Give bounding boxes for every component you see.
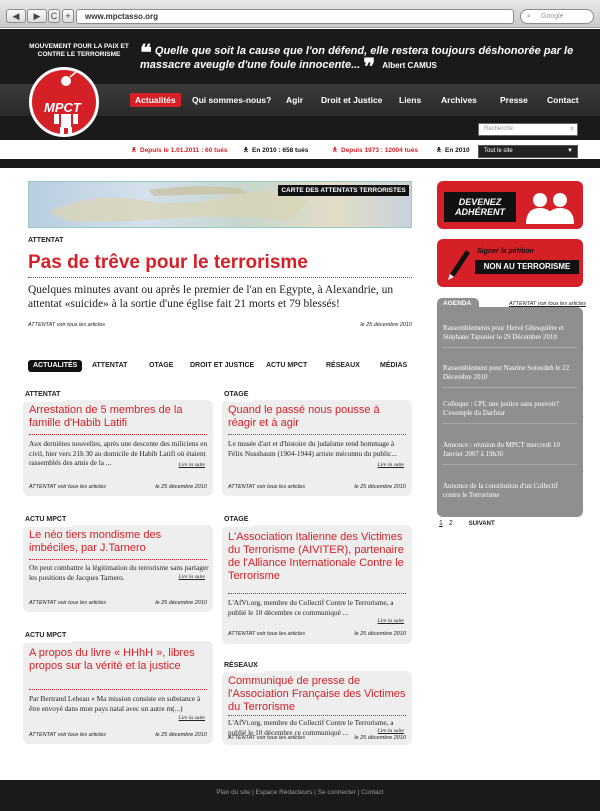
stat-2010: En 2010 : 658 tués bbox=[252, 147, 309, 154]
see-all-link[interactable]: ATTENTAT voir tous les articles bbox=[228, 735, 306, 741]
see-all-link[interactable]: ATTENTAT voir tous les articles bbox=[29, 600, 107, 606]
read-more-link[interactable]: Lire la suite bbox=[178, 462, 205, 468]
agenda-pagination bbox=[439, 520, 495, 527]
divider bbox=[228, 593, 406, 594]
card-category[interactable]: ACTU MPCT bbox=[20, 513, 72, 527]
article-card[interactable] bbox=[222, 391, 412, 496]
nav-item-archives[interactable]: Archives bbox=[441, 95, 477, 105]
site-search-input[interactable]: Recherche ⌕ bbox=[478, 123, 578, 136]
divider bbox=[228, 715, 406, 716]
card-title[interactable]: Le néo tiers mondisme des imbéciles, par J.Tarnero bbox=[29, 529, 162, 554]
card-title[interactable]: Communiqué de presse de l'Association Française des Victimes du Terrorisme bbox=[228, 675, 406, 713]
nav-item-actualites[interactable]: Actualités bbox=[130, 93, 181, 107]
agenda-item[interactable]: Colloque : CPI, une justice sans pouvoir? L'exemple du Darfour bbox=[443, 400, 577, 424]
become-member-label: DEVENEZ ADHÉRENT bbox=[444, 192, 516, 222]
article-card[interactable] bbox=[23, 632, 213, 744]
card-category[interactable]: OTAGE bbox=[219, 513, 254, 527]
tab-actualites[interactable]: ACTUALITÉS bbox=[28, 360, 82, 372]
read-more-link[interactable]: Lire la suite bbox=[377, 462, 404, 468]
new-tab-button[interactable]: + bbox=[62, 9, 74, 23]
map-title: CARTE DES ATTENTATS TERRORISTES bbox=[278, 185, 409, 196]
tab-attentat[interactable]: ATTENTAT bbox=[92, 362, 128, 369]
back-button[interactable]: ◀ bbox=[6, 9, 26, 23]
agenda-item[interactable]: Annonce de la constitution d'un Collectif contre le Terrorisme bbox=[443, 482, 558, 499]
search-icon[interactable]: ⌕ bbox=[570, 126, 574, 132]
read-more-link[interactable]: Lire la suite bbox=[178, 715, 205, 721]
tab-reseaux[interactable]: RÉSEAUX bbox=[326, 362, 360, 369]
stat-2010-icon: 🯅 bbox=[243, 147, 249, 154]
petition-label: Signer la pétition bbox=[477, 248, 534, 255]
card-body: Le musée d'art et d'histoire du judaïsme rend hommage à Félix Nussbaum (1904-1944) artiste méconnu du public... bbox=[228, 439, 397, 458]
quote-author: Albert CAMUS bbox=[382, 61, 437, 70]
stat-2010b-icon: 🯅 bbox=[436, 147, 442, 154]
card-meta bbox=[228, 735, 406, 741]
card-title[interactable]: Quand le passé nous pousse à réagir et à agir bbox=[228, 404, 380, 429]
tab-otage[interactable]: OTAGE bbox=[149, 362, 174, 369]
search-icon: ⌕ bbox=[527, 13, 531, 20]
article-card[interactable] bbox=[23, 391, 213, 496]
forward-button[interactable]: ▶ bbox=[27, 9, 47, 23]
card-category[interactable]: ATTENTAT bbox=[20, 388, 66, 402]
quote-text: Quelle que soit la cause que l'on défend, elle restera toujours déshonorée par le massacre aveugle d'une foule innocente... bbox=[140, 45, 574, 71]
article-date: le 25 décembre 2010 bbox=[360, 322, 412, 328]
card-meta bbox=[228, 631, 406, 637]
see-all-link[interactable]: ATTENTAT voir tous les articles bbox=[29, 732, 107, 738]
card-date: le 25 décembre 2010 bbox=[354, 631, 406, 637]
card-date: le 25 décembre 2010 bbox=[354, 484, 406, 490]
category-tabs bbox=[28, 360, 412, 372]
stat-since-1973: Depuis 1973 : 12004 tués bbox=[341, 147, 418, 154]
nav-item-liens[interactable]: Liens bbox=[399, 95, 422, 105]
read-more-link[interactable]: Lire la suite bbox=[377, 728, 404, 734]
reload-button[interactable]: C bbox=[48, 9, 60, 23]
nav-item-contact[interactable]: Contact bbox=[547, 95, 579, 105]
card-title[interactable]: Arrestation de 5 membres de la famille d'Habib Latifi bbox=[29, 404, 183, 429]
agenda-see-all-link[interactable]: ATTENTAT voir tous les articles bbox=[509, 301, 587, 307]
see-all-link[interactable]: ATTENTAT voir tous les articles bbox=[228, 484, 306, 490]
see-all-link[interactable]: ATTENTAT voir tous les articles bbox=[228, 631, 306, 637]
card-meta bbox=[29, 600, 207, 606]
pen-icon bbox=[442, 244, 474, 282]
card-body: On peut combattre la légitimation du terrorisme sans partager les positions de Jacques Tarnero. bbox=[29, 563, 209, 582]
nav-item-agir[interactable]: Agir bbox=[286, 95, 303, 105]
quote-close-icon: ❞ bbox=[363, 54, 376, 79]
site-footer bbox=[0, 780, 600, 811]
card-title[interactable]: A propos du livre « HHhH », libres propos sur la vérité et la justice bbox=[29, 647, 195, 672]
footer-separator: | bbox=[312, 789, 318, 796]
card-meta bbox=[228, 484, 406, 490]
footer-link-login[interactable]: Se connecter bbox=[317, 789, 356, 796]
article-card[interactable] bbox=[222, 662, 412, 745]
divider bbox=[29, 434, 207, 435]
main-article-meta bbox=[28, 322, 412, 328]
header-quote bbox=[140, 40, 590, 79]
divider bbox=[28, 277, 412, 278]
card-title[interactable]: L'Association Italienne des Victimes du Terrorisme (AIVITER), partenaire de l'Alliance Internationale Contre le Terrorisme bbox=[228, 531, 404, 582]
agenda-item[interactable]: Annonce : réunion du MPCT mercredi 10 Janvier 2007 à 19h30 bbox=[443, 441, 577, 465]
site-tagline: MOUVEMENT POUR LA PAIX ET CONTRE LE TERRORISME bbox=[29, 43, 129, 58]
sign-petition-button[interactable]: NON AU TERRORISME bbox=[475, 260, 579, 274]
tab-actu-mpct[interactable]: ACTU MPCT bbox=[266, 362, 308, 369]
see-all-link[interactable]: ATTENTAT voir tous les articles bbox=[28, 322, 106, 328]
nav-item-droit-et-justice[interactable]: Droit et Justice bbox=[321, 95, 383, 105]
card-date: le 25 décembre 2010 bbox=[354, 735, 406, 741]
main-article-title[interactable]: Pas de trêve pour le terrorisme bbox=[28, 252, 308, 273]
nav-item-qui-sommes-nous[interactable]: Qui sommes-nous? bbox=[192, 95, 272, 105]
agenda-item[interactable]: Rassemblement pour Nasrine Sotoudeh le 22 Décembre 2010 bbox=[443, 364, 577, 388]
card-category[interactable]: RÉSEAUX bbox=[219, 659, 264, 673]
card-body: L'AfVt.org, membre du Collectif Contre le Terrorisme, a publié le 10 décembre ce communiqué ... bbox=[228, 718, 394, 737]
article-card[interactable] bbox=[222, 516, 412, 644]
card-meta bbox=[29, 484, 207, 490]
next-page-link[interactable]: SUIVANT bbox=[468, 521, 495, 527]
site-scope-select[interactable]: Tout le site ▼ bbox=[478, 145, 578, 158]
card-date: le 25 décembre 2010 bbox=[155, 732, 207, 738]
page-link-2[interactable]: 2 bbox=[448, 520, 453, 527]
footer-separator: | bbox=[355, 789, 362, 796]
quote-open-icon: ❝ bbox=[140, 40, 152, 65]
browser-search-input[interactable]: ⌕ Google bbox=[520, 9, 594, 24]
tab-droit-et-justice[interactable]: DROIT ET JUSTICE bbox=[190, 362, 255, 369]
footer-link-contact[interactable]: Contact bbox=[361, 789, 384, 796]
chevron-down-icon: ▼ bbox=[567, 148, 573, 154]
stat-2010b: En 2010 bbox=[445, 147, 470, 154]
main-article-lede: Quelques minutes avant ou après le premier de l'an en Egypte, à Alexandrie, un attentat «suicide» à la sortie d'une église fait 21 morts et 79 blessés! bbox=[28, 284, 394, 310]
read-more-link[interactable]: Lire la suite bbox=[178, 574, 205, 580]
card-body: Par Bertrand Lebeau « Ma mission consiste en substance à être envoyé dans mon pays natal avec un autre m(...) bbox=[29, 694, 201, 713]
stat-since-2011: Depuis le 1.01.2011 : 60 tués bbox=[140, 147, 228, 154]
footer-separator: | bbox=[250, 789, 256, 796]
footer-link-sitemap[interactable]: Plan du site bbox=[216, 789, 251, 796]
agenda-item[interactable]: Rassemblements pour Hervé Ghesquière et Stéphane Taponier le 29 Décembre 2010 bbox=[443, 324, 577, 348]
logo-text: MPCT bbox=[44, 100, 81, 115]
agenda-title: AGENDA bbox=[437, 298, 479, 310]
card-category[interactable]: OTAGE bbox=[219, 388, 254, 402]
article-card[interactable] bbox=[23, 516, 213, 612]
nav-item-presse[interactable]: Presse bbox=[500, 95, 528, 105]
footer-link-editors[interactable]: Espace Rédacteurs bbox=[255, 789, 313, 796]
card-body: Aux dernières nouvelles, après une descente des miliciens en civil, hier vers 21h 30 au domicile de Habib Latifi où étaient rassemblés des amis de la ... bbox=[29, 439, 208, 467]
divider bbox=[29, 689, 207, 690]
stat-1973-icon: 🯅 bbox=[332, 147, 338, 154]
see-all-link[interactable]: ATTENTAT voir tous les articles bbox=[29, 484, 107, 490]
divider bbox=[29, 559, 207, 560]
card-category[interactable]: ACTU MPCT bbox=[20, 629, 72, 643]
page-link-1[interactable]: 1 bbox=[439, 520, 443, 527]
read-more-link[interactable]: Lire la suite bbox=[377, 618, 404, 624]
card-date: le 25 décembre 2010 bbox=[155, 600, 207, 606]
stat-2011-icon: 🯅 bbox=[131, 147, 137, 154]
address-bar[interactable]: www.mpctasso.org bbox=[76, 9, 514, 24]
card-body: L'AfVt.org, membre du Collectif Contre le Terrorisme, a publié le 10 décembre ce communiqué ... bbox=[228, 598, 394, 617]
divider bbox=[228, 434, 406, 435]
card-date: le 25 décembre 2010 bbox=[155, 484, 207, 490]
tab-medias[interactable]: MÉDIAS bbox=[380, 362, 408, 369]
card-meta bbox=[29, 732, 207, 738]
main-article-category[interactable]: ATTENTAT bbox=[28, 237, 64, 244]
people-icon bbox=[522, 190, 578, 226]
